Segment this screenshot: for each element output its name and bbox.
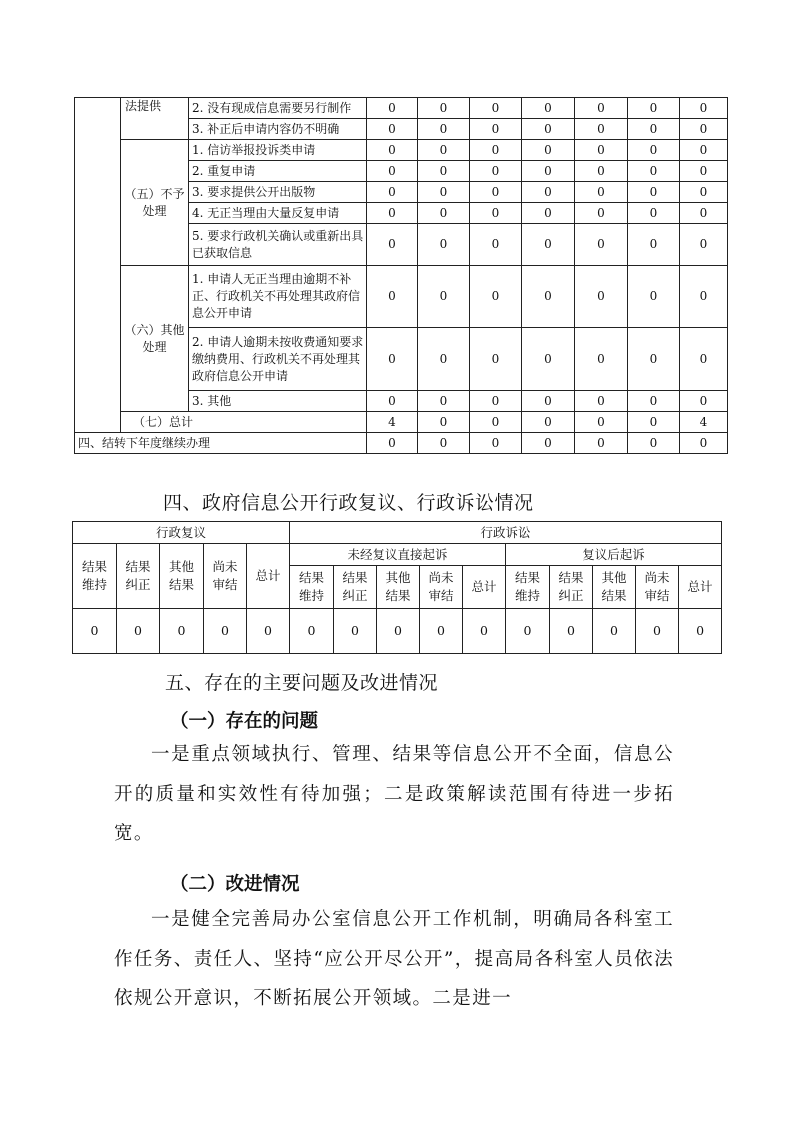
value-cell: 0: [680, 119, 728, 140]
value-cell: 0: [522, 412, 575, 433]
value-cell: 0: [117, 609, 160, 654]
carry-over-row: [75, 433, 728, 454]
value-cell: 0: [575, 391, 628, 412]
value-cell: 0: [418, 224, 470, 266]
header-row: [73, 544, 722, 566]
value-cell: 0: [420, 609, 463, 654]
value-cell: 0: [680, 182, 728, 203]
value-cell: 0: [522, 203, 575, 224]
value-cell: 0: [367, 140, 418, 161]
subsection-problems-title: （一）存在的问题: [170, 711, 319, 732]
value-cell: 0: [367, 161, 418, 182]
section-5-title: 五、存在的主要问题及改进情况: [165, 672, 439, 694]
value-cell: 0: [470, 224, 522, 266]
table-row: [75, 98, 728, 119]
reconsideration-header: 行政复议: [73, 522, 290, 544]
value-cell: 0: [377, 609, 420, 654]
value-cell: 0: [418, 412, 470, 433]
value-cell: 4: [680, 412, 728, 433]
value-cell: 0: [680, 433, 728, 454]
value-cell: 0: [367, 433, 418, 454]
column-header: 其他结果: [377, 566, 420, 609]
value-cell: 0: [73, 609, 117, 654]
value-cell: 0: [160, 609, 204, 654]
column-header: 尚未审结: [204, 544, 247, 609]
section-4-title: 四、政府信息公开行政复议、行政诉讼情况: [163, 492, 534, 514]
value-cell: 0: [367, 119, 418, 140]
value-cell: 0: [522, 328, 575, 391]
value-cell: 0: [575, 140, 628, 161]
value-cell: 0: [575, 328, 628, 391]
value-cell: 0: [367, 328, 418, 391]
table-row: [75, 266, 728, 328]
litigation-header: 行政诉讼: [290, 522, 722, 544]
value-cell: 0: [522, 98, 575, 119]
value-cell: 0: [418, 98, 470, 119]
value-cell: 0: [575, 203, 628, 224]
value-cell: 0: [522, 433, 575, 454]
item-label-cell: 2. 没有现成信息需要另行制作: [189, 98, 367, 119]
value-cell: 0: [470, 203, 522, 224]
value-cell: 0: [680, 266, 728, 328]
problems-paragraph: 一是重点领域执行、管理、结果等信息公开不全面，信息公开的质量和实效性有待加强；二是政策解读范围有待进一步拓宽。: [114, 744, 674, 844]
value-cell: 0: [506, 609, 550, 654]
value-cell: 0: [522, 119, 575, 140]
value-cell: 0: [418, 391, 470, 412]
item-label-cell: 2. 重复申请: [189, 161, 367, 182]
value-cell: 0: [575, 433, 628, 454]
value-cell: 0: [367, 203, 418, 224]
column-header: 结果维持: [290, 566, 334, 609]
value-cell: 0: [680, 98, 728, 119]
item-label-cell: 3. 其他: [189, 391, 367, 412]
value-cell: 0: [680, 391, 728, 412]
column-header: 结果维持: [73, 544, 117, 609]
value-cell: 0: [470, 161, 522, 182]
value-cell: 0: [367, 391, 418, 412]
value-cell: 0: [367, 224, 418, 266]
value-cell: 0: [522, 182, 575, 203]
value-cell: 0: [680, 161, 728, 182]
category-cell: 法提供: [121, 98, 189, 140]
value-cell: 0: [418, 119, 470, 140]
total-label-cell: （七）总计: [121, 412, 367, 433]
group-cell-blank: [75, 98, 121, 433]
item-label-cell: 4. 无正当理由大量反复申请: [189, 203, 367, 224]
value-cell: 0: [679, 609, 722, 654]
value-cell: 0: [575, 119, 628, 140]
category-cell: （五）不予处理: [121, 140, 189, 266]
value-cell: 0: [628, 328, 680, 391]
value-cell: 0: [418, 203, 470, 224]
value-cell: 0: [628, 412, 680, 433]
value-cell: 0: [418, 140, 470, 161]
value-cell: 0: [334, 609, 377, 654]
value-cell: 0: [636, 609, 679, 654]
value-cell: 0: [418, 161, 470, 182]
value-cell: 0: [628, 140, 680, 161]
table-row: [73, 609, 722, 654]
value-cell: 0: [470, 433, 522, 454]
value-cell: 0: [247, 609, 290, 654]
item-label-cell: 3. 要求提供公开出版物: [189, 182, 367, 203]
value-cell: 0: [470, 412, 522, 433]
value-cell: 0: [680, 203, 728, 224]
value-cell: 0: [418, 328, 470, 391]
value-cell: 0: [628, 182, 680, 203]
value-cell: 0: [470, 119, 522, 140]
column-header: 结果纠正: [334, 566, 377, 609]
value-cell: 0: [575, 266, 628, 328]
value-cell: 0: [680, 224, 728, 266]
column-header: 总计: [247, 544, 290, 609]
value-cell: 0: [470, 328, 522, 391]
value-cell: 0: [463, 609, 506, 654]
value-cell: 0: [522, 161, 575, 182]
subsection-improvements-title: （二）改进情况: [170, 874, 300, 895]
value-cell: 0: [575, 412, 628, 433]
value-cell: 0: [367, 266, 418, 328]
value-cell: 0: [628, 98, 680, 119]
direct-suit-header: 未经复议直接起诉: [290, 544, 506, 566]
value-cell: 0: [628, 266, 680, 328]
value-cell: 0: [367, 182, 418, 203]
value-cell: 0: [550, 609, 593, 654]
column-header: 总计: [463, 566, 506, 609]
value-cell: 0: [575, 98, 628, 119]
item-label-cell: 3. 补正后申请内容仍不明确: [189, 119, 367, 140]
column-header: 尚未审结: [636, 566, 679, 609]
value-cell: 0: [628, 203, 680, 224]
review-litigation-table: [72, 521, 722, 654]
application-handling-table: [74, 97, 728, 454]
value-cell: 0: [628, 119, 680, 140]
total-row: [75, 412, 728, 433]
value-cell: 0: [522, 266, 575, 328]
column-header: 结果纠正: [550, 566, 593, 609]
column-header: 尚未审结: [420, 566, 463, 609]
value-cell: 0: [290, 609, 334, 654]
value-cell: 0: [470, 98, 522, 119]
value-cell: 0: [628, 391, 680, 412]
header-row: [73, 522, 722, 544]
value-cell: 0: [522, 140, 575, 161]
value-cell: 0: [470, 182, 522, 203]
value-cell: 0: [680, 328, 728, 391]
column-header: 其他结果: [160, 544, 204, 609]
column-header: 结果纠正: [117, 544, 160, 609]
value-cell: 0: [470, 391, 522, 412]
item-label-cell: 2. 申请人逾期未按收费通知要求缴纳费用、行政机关不再处理其政府信息公开申请: [189, 328, 367, 391]
value-cell: 0: [418, 433, 470, 454]
value-cell: 0: [680, 140, 728, 161]
improvements-paragraph: 一是健全完善局办公室信息公开工作机制，明确局各科室工作任务、责任人、坚持“应公开尽公开”，提高局各科室人员依法依规公开意识，不断拓展公开领域。二是进一: [114, 909, 674, 1009]
table-row: [75, 140, 728, 161]
value-cell: 0: [575, 182, 628, 203]
column-header: 结果维持: [506, 566, 550, 609]
value-cell: 4: [367, 412, 418, 433]
value-cell: 0: [628, 161, 680, 182]
value-cell: 0: [470, 266, 522, 328]
column-header: 总计: [679, 566, 722, 609]
value-cell: 0: [204, 609, 247, 654]
carry-over-label-cell: 四、结转下年度继续办理: [75, 433, 367, 454]
value-cell: 0: [522, 391, 575, 412]
value-cell: 0: [522, 224, 575, 266]
item-label-cell: 1. 信访举报投诉类申请: [189, 140, 367, 161]
value-cell: 0: [470, 140, 522, 161]
value-cell: 0: [575, 161, 628, 182]
value-cell: 0: [367, 98, 418, 119]
item-label-cell: 5. 要求行政机关确认或重新出具已获取信息: [189, 224, 367, 266]
category-cell: （六）其他处理: [121, 266, 189, 412]
item-label-cell: 1. 申请人无正当理由逾期不补正、行政机关不再处理其政府信息公开申请: [189, 266, 367, 328]
column-header: 其他结果: [593, 566, 636, 609]
value-cell: 0: [418, 182, 470, 203]
value-cell: 0: [628, 433, 680, 454]
value-cell: 0: [418, 266, 470, 328]
value-cell: 0: [575, 224, 628, 266]
value-cell: 0: [628, 224, 680, 266]
after-reconsideration-header: 复议后起诉: [506, 544, 722, 566]
value-cell: 0: [593, 609, 636, 654]
